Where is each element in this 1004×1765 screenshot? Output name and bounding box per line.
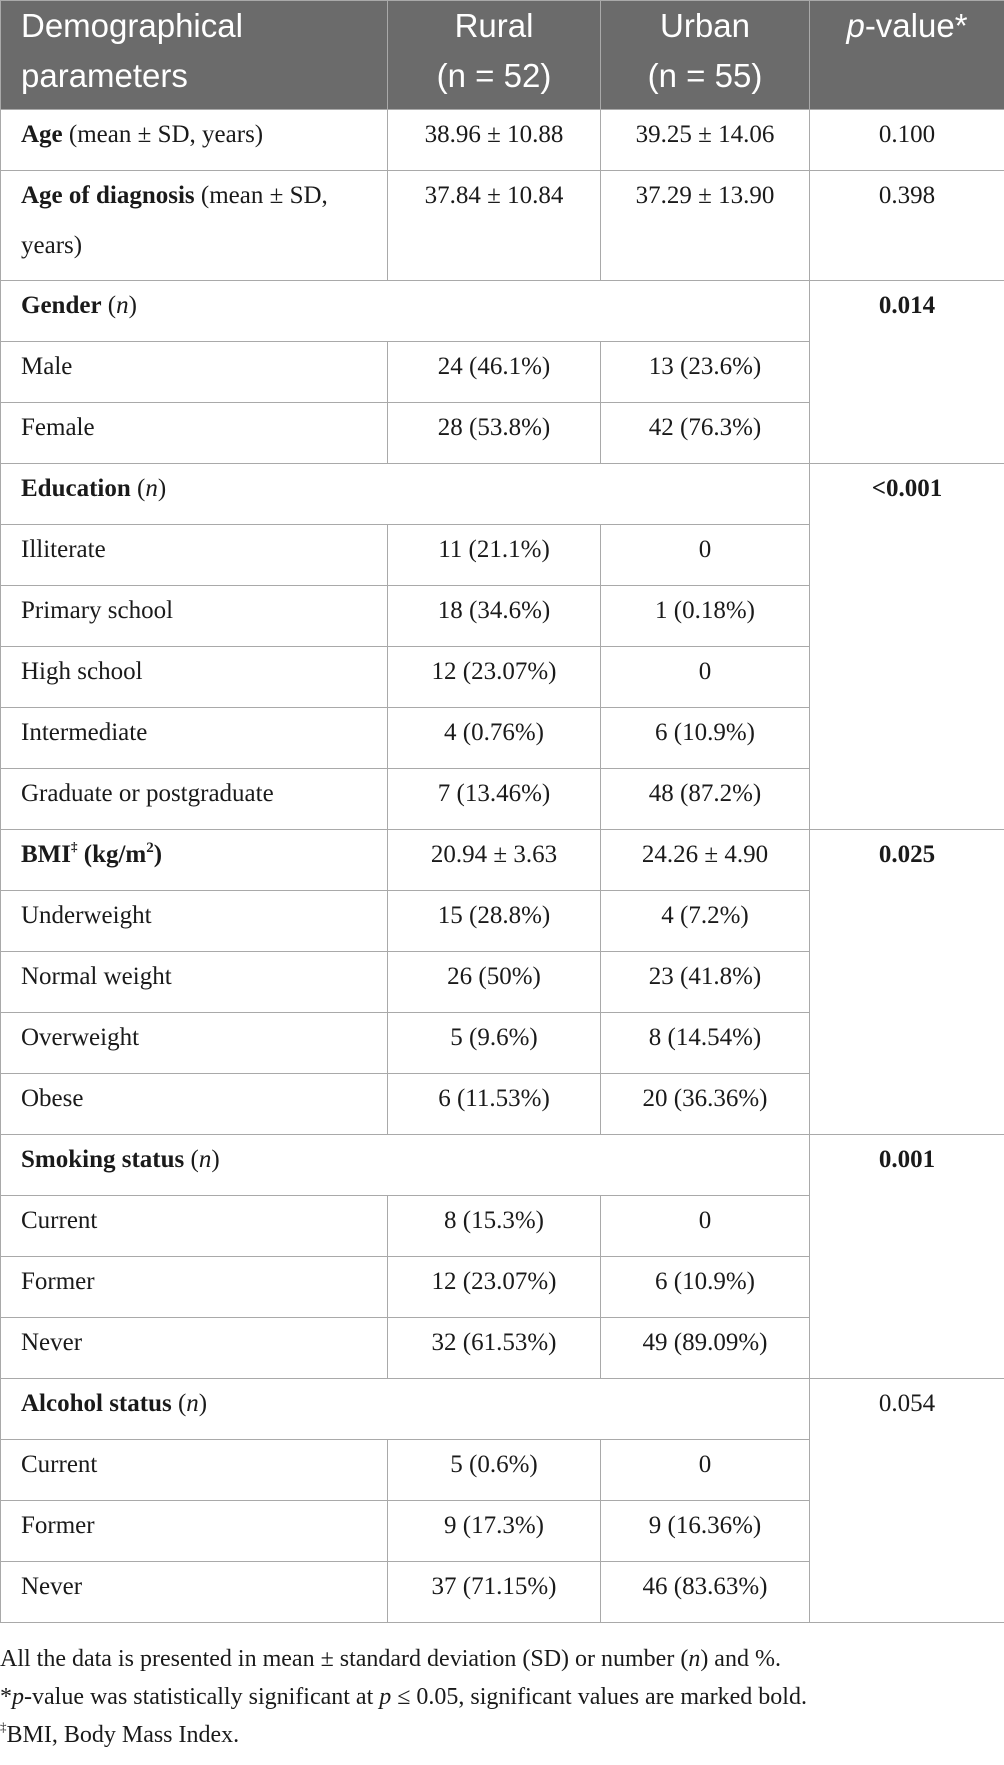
section-label: Alcohol status (n): [1, 1379, 810, 1440]
row-label: Age of diagnosis (mean ± SD, years): [1, 171, 388, 281]
p-value: 0.398: [810, 171, 1004, 281]
header-pvalue: p-value*: [810, 1, 1004, 110]
urban-value: 49 (89.09%): [601, 1318, 810, 1379]
p-value: 0.014: [810, 281, 1004, 464]
urban-value: 13 (23.6%): [601, 342, 810, 403]
row-label: Graduate or postgraduate: [1, 769, 388, 830]
row-label: Current: [1, 1440, 388, 1501]
urban-value: 0: [601, 647, 810, 708]
footnote-significance: *p-value was statistically significant at p ≤ 0.05, significant values are marked bold.: [0, 1684, 807, 1710]
row-label: Former: [1, 1501, 388, 1562]
row-label: High school: [1, 647, 388, 708]
header-rural-n: (n = 52): [436, 57, 552, 94]
urban-value: 20 (36.36%): [601, 1074, 810, 1135]
rural-value: 11 (21.1%): [388, 525, 601, 586]
row-label: Current: [1, 1196, 388, 1257]
rural-value: 24 (46.1%): [388, 342, 601, 403]
row-label: Male: [1, 342, 388, 403]
rural-value: 6 (11.53%): [388, 1074, 601, 1135]
rural-value: 20.94 ± 3.63: [388, 830, 601, 891]
rural-value: 18 (34.6%): [388, 586, 601, 647]
row-label: Illiterate: [1, 525, 388, 586]
urban-value: 9 (16.36%): [601, 1501, 810, 1562]
rural-value: 28 (53.8%): [388, 403, 601, 464]
table-row-smoking: [1, 1135, 1004, 1196]
header-urban: Urban (n = 55): [601, 1, 810, 110]
row-label: Female: [1, 403, 388, 464]
section-label: Education (n): [1, 464, 810, 525]
rural-value: 37.84 ± 10.84: [388, 171, 601, 281]
urban-value: 46 (83.63%): [601, 1562, 810, 1623]
rural-value: 9 (17.3%): [388, 1501, 601, 1562]
row-label: Age (mean ± SD, years): [1, 110, 388, 171]
row-label: Obese: [1, 1074, 388, 1135]
urban-value: 0: [601, 525, 810, 586]
urban-value: 42 (76.3%): [601, 403, 810, 464]
p-value: <0.001: [810, 464, 1004, 830]
rural-value: 5 (0.6%): [388, 1440, 601, 1501]
urban-value: 48 (87.2%): [601, 769, 810, 830]
row-label: Never: [1, 1562, 388, 1623]
section-label: Gender (n): [1, 281, 810, 342]
header-rural: Rural (n = 52): [388, 1, 601, 110]
table-row-age: [1, 110, 1004, 171]
urban-value: 8 (14.54%): [601, 1013, 810, 1074]
urban-value: 0: [601, 1440, 810, 1501]
rural-value: 12 (23.07%): [388, 1257, 601, 1318]
rural-value: 15 (28.8%): [388, 891, 601, 952]
rural-value: 26 (50%): [388, 952, 601, 1013]
table-row-education: [1, 464, 1004, 525]
dagger-mark: ‡: [71, 839, 78, 854]
urban-value: 6 (10.9%): [601, 1257, 810, 1318]
row-label: Normal weight: [1, 952, 388, 1013]
p-value: 0.100: [810, 110, 1004, 171]
rural-value: 32 (61.53%): [388, 1318, 601, 1379]
footnote-data-presentation: All the data is presented in mean ± standard deviation (SD) or number (n) and %.: [0, 1646, 781, 1672]
rural-value: 7 (13.46%): [388, 769, 601, 830]
table-row-gender: [1, 281, 1004, 342]
urban-value: 24.26 ± 4.90: [601, 830, 810, 891]
urban-value: 0: [601, 1196, 810, 1257]
table-row-alcohol: [1, 1379, 1004, 1440]
p-value: 0.054: [810, 1379, 1004, 1623]
row-label: Never: [1, 1318, 388, 1379]
footnote-bmi: ‡BMI, Body Mass Index.: [0, 1719, 240, 1748]
row-label: Primary school: [1, 586, 388, 647]
p-value: 0.025: [810, 830, 1004, 1135]
urban-value: 4 (7.2%): [601, 891, 810, 952]
urban-value: 1 (0.18%): [601, 586, 810, 647]
row-label: Former: [1, 1257, 388, 1318]
rural-value: 8 (15.3%): [388, 1196, 601, 1257]
rural-value: 37 (71.15%): [388, 1562, 601, 1623]
rural-value: 5 (9.6%): [388, 1013, 601, 1074]
table-row-age-of-diagnosis: [1, 171, 1004, 281]
row-label: Overweight: [1, 1013, 388, 1074]
header-urban-n: (n = 55): [647, 57, 763, 94]
urban-value: 23 (41.8%): [601, 952, 810, 1013]
rural-value: 4 (0.76%): [388, 708, 601, 769]
table-row-bmi: [1, 830, 1004, 891]
row-label: BMI‡ $(kg/m^2)$: [1, 830, 388, 891]
section-label: Smoking status (n): [1, 1135, 810, 1196]
urban-value: 37.29 ± 13.90: [601, 171, 810, 281]
header-row: [1, 1, 1004, 110]
table-footnotes: [0, 1640, 1004, 1754]
urban-value: 6 (10.9%): [601, 708, 810, 769]
urban-value: 39.25 ± 14.06: [601, 110, 810, 171]
p-value: 0.001: [810, 1135, 1004, 1379]
rural-value: 12 (23.07%): [388, 647, 601, 708]
row-label: Intermediate: [1, 708, 388, 769]
row-label: Underweight: [1, 891, 388, 952]
header-parameters: Demographical parameters: [1, 1, 388, 110]
rural-value: 38.96 ± 10.88: [388, 110, 601, 171]
